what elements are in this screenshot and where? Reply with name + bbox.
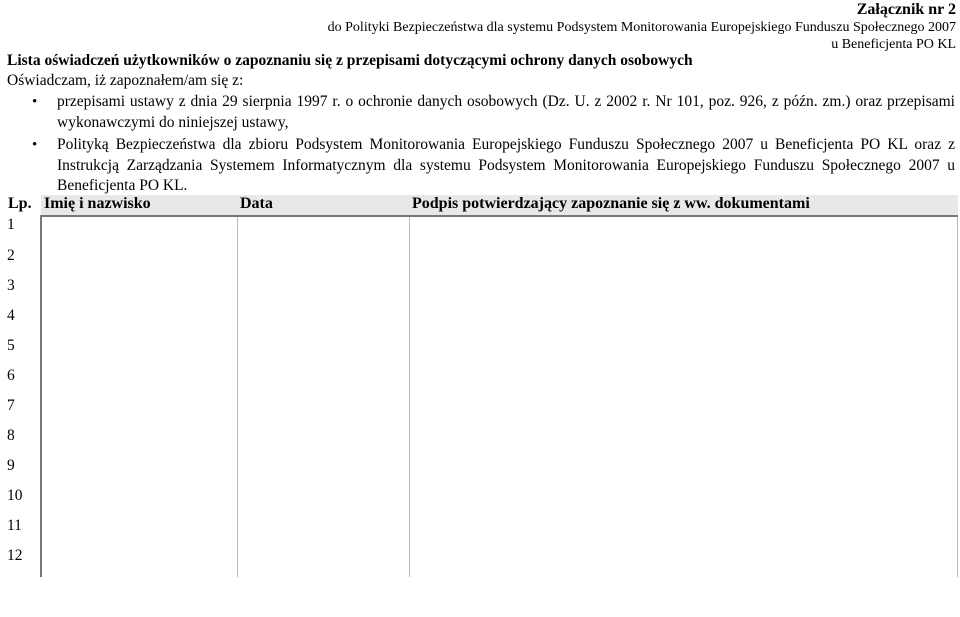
date-cell[interactable] (237, 337, 409, 367)
name-cell[interactable] (41, 487, 237, 517)
table-row (5, 367, 958, 397)
name-cell[interactable] (41, 216, 237, 247)
bullet-item (0, 135, 958, 197)
table-row (5, 427, 958, 457)
name-cell[interactable] (41, 277, 237, 307)
signature-table (5, 195, 958, 577)
signature-cell[interactable] (409, 397, 958, 427)
name-cell[interactable] (41, 457, 237, 487)
date-cell[interactable] (237, 457, 409, 487)
name-cell[interactable] (41, 547, 237, 577)
name-cell[interactable] (41, 247, 237, 277)
row-number: 10 (7, 487, 23, 504)
bullet-list (0, 92, 958, 197)
header-date: Data (237, 195, 409, 216)
table-row (5, 277, 958, 307)
bullet-text: przepisami ustawy z dnia 29 sierpnia 1997 r. o ochronie danych osobowych (Dz. U. z 2002 r. Nr 101, poz. 926, z późn. zm.) oraz przepisami wykonawczymi do niniejszej ustawy, (57, 93, 955, 131)
date-cell[interactable] (237, 277, 409, 307)
signature-cell[interactable] (409, 367, 958, 397)
name-cell[interactable] (41, 517, 237, 547)
signature-cell[interactable] (409, 547, 958, 577)
attachment-subtitle: do Polityki Bezpieczeństwa dla systemu Podsystem Monitorowania Europejskiego Funduszu Społecznego 2007 (327, 20, 956, 35)
date-cell[interactable] (237, 397, 409, 427)
row-number: 12 (7, 547, 23, 564)
signature-cell[interactable] (409, 216, 958, 247)
row-number: 7 (7, 397, 15, 414)
table-row (5, 307, 958, 337)
row-number: 4 (7, 307, 15, 324)
signature-cell[interactable] (409, 517, 958, 547)
table-row (5, 457, 958, 487)
table-header-row (5, 195, 958, 216)
date-cell[interactable] (237, 367, 409, 397)
bullet-icon: • (32, 94, 38, 110)
attachment-subtitle-2: u Beneficjenta PO KL (831, 37, 956, 52)
row-number: 5 (7, 337, 15, 354)
row-number: 6 (7, 367, 15, 384)
table-row (5, 487, 958, 517)
row-number: 2 (7, 247, 15, 264)
table-row (5, 397, 958, 427)
date-cell[interactable] (237, 307, 409, 337)
attachment-header (328, 0, 956, 53)
header-lp: Lp. (5, 195, 41, 216)
row-number: 3 (7, 277, 15, 294)
name-cell[interactable] (41, 307, 237, 337)
date-cell[interactable] (237, 547, 409, 577)
header-signature: Podpis potwierdzający zapoznanie się z ww. dokumentami (409, 195, 958, 216)
signature-cell[interactable] (409, 337, 958, 367)
signature-cell[interactable] (409, 487, 958, 517)
bullet-icon: • (32, 137, 38, 153)
date-cell[interactable] (237, 216, 409, 247)
row-number: 11 (7, 517, 22, 534)
table-row (5, 517, 958, 547)
bullet-text: Polityką Bezpieczeństwa dla zbioru Podsystem Monitorowania Europejskiego Funduszu Społecznego 2007 u Beneficjenta PO KL oraz z Instrukcją Zarządzania Systemem Informatycznym dla systemu Podsystem Monitorowania Europejskiego Funduszu Społecznego 2007 u Beneficjenta PO KL. (57, 136, 955, 194)
date-cell[interactable] (237, 517, 409, 547)
list-title: Lista oświadczeń użytkowników o zapoznaniu się z przepisami dotyczącymi ochrony danych osobowych (7, 52, 693, 69)
row-number: 1 (7, 216, 15, 233)
date-cell[interactable] (237, 427, 409, 457)
name-cell[interactable] (41, 367, 237, 397)
table-row (5, 547, 958, 577)
header-name: Imię i nazwisko (41, 195, 237, 216)
signature-cell[interactable] (409, 427, 958, 457)
row-number: 9 (7, 457, 15, 474)
signature-cell[interactable] (409, 307, 958, 337)
table-row (5, 247, 958, 277)
row-number: 8 (7, 427, 15, 444)
table-row (5, 337, 958, 367)
name-cell[interactable] (41, 337, 237, 367)
attachment-title: Załącznik nr 2 (856, 1, 956, 18)
signature-cell[interactable] (409, 277, 958, 307)
name-cell[interactable] (41, 427, 237, 457)
date-cell[interactable] (237, 247, 409, 277)
name-cell[interactable] (41, 397, 237, 427)
date-cell[interactable] (237, 487, 409, 517)
declaration-text: Oświadczam, iż zapoznałem/am się z: (7, 72, 244, 89)
signature-cell[interactable] (409, 247, 958, 277)
bullet-item (0, 92, 958, 133)
signature-cell[interactable] (409, 457, 958, 487)
table-row (5, 216, 958, 247)
